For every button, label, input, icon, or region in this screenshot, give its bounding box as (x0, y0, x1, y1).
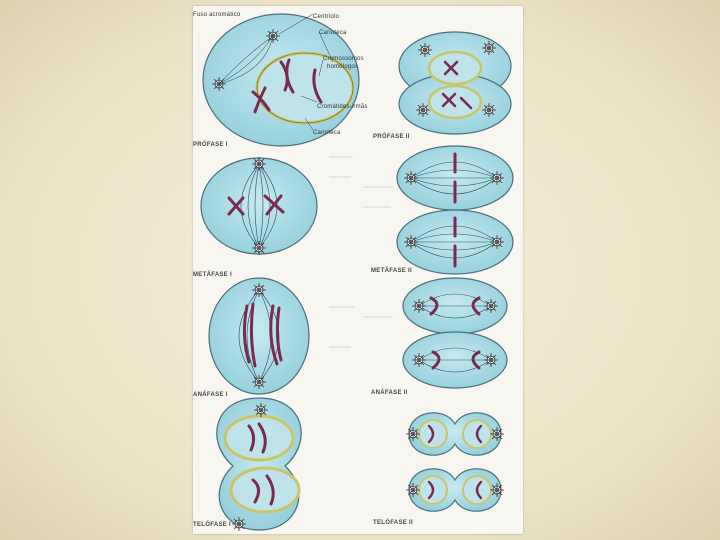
text-fragment (329, 176, 351, 178)
metaphase-1-cell (201, 157, 317, 255)
caption-prophase-2: PRÓFASE II (373, 134, 410, 140)
anaphase-1-cell (209, 278, 309, 394)
caption-anaphase-2: ANÁFASE II (371, 390, 408, 396)
caption-telophase-2: TELÓFASE II (373, 520, 413, 526)
caption-metaphase-1: METÁFASE I (193, 272, 233, 278)
metaphase-2-cells (397, 146, 513, 274)
text-fragment (329, 346, 351, 348)
caption-prophase-1: PRÓFASE I (193, 142, 228, 148)
meiosis-figure (193, 6, 523, 534)
text-fragment (329, 156, 353, 158)
text-fragment (363, 316, 393, 318)
label-cromatides: Cromátides-irmãs (317, 104, 368, 110)
text-fragment (363, 186, 393, 188)
label-carioteca-top: Carioteca (319, 30, 347, 36)
text-fragment (363, 206, 391, 208)
caption-anaphase-1: ANÁFASE I (193, 392, 228, 398)
meiosis-illustration (193, 6, 523, 534)
anaphase-2-cells (403, 278, 507, 388)
text-fragment (329, 306, 355, 308)
telophase-2-cells (406, 413, 504, 511)
label-carioteca-bottom: Carioteca (313, 130, 341, 136)
label-centriolo: Centríolo (313, 14, 340, 20)
telophase-1-cell (217, 398, 301, 531)
label-homologos: homólogos (327, 64, 359, 70)
caption-metaphase-2: METÁFASE II (371, 268, 412, 274)
label-fuso: Fuso acromático (193, 12, 241, 18)
prophase-2-cells (399, 32, 511, 134)
label-cromossomos: Cromossomos (323, 56, 364, 62)
caption-telophase-1: TELÓFASE I (193, 522, 232, 528)
